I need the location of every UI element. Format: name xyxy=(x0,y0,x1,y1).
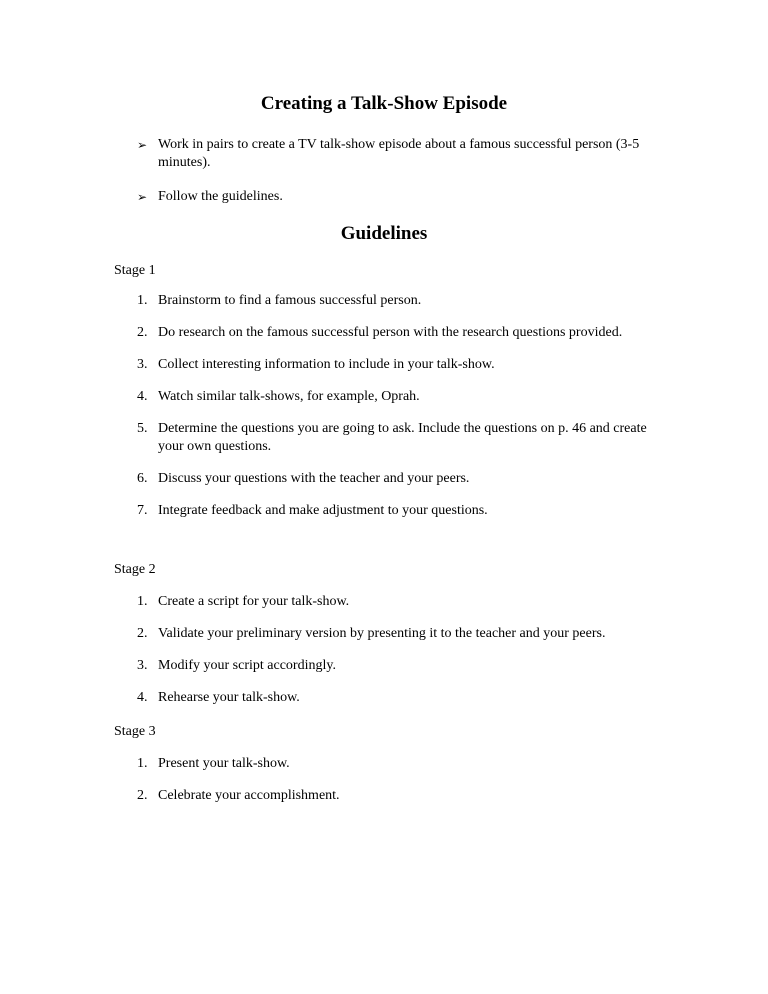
stage-2-list xyxy=(137,593,667,721)
arrow-bullet-icon: ➢ xyxy=(137,138,148,152)
item-text: Integrate feedback and make adjustment to your questions. xyxy=(158,503,488,518)
item-number: 4. xyxy=(137,389,148,404)
bullet-item xyxy=(137,188,667,206)
document-title: Creating a Talk-Show Episode xyxy=(260,93,508,114)
stage-3-label: Stage 3 xyxy=(114,724,156,739)
item-text: Validate your preliminary version by presenting it to the teacher and your peers. xyxy=(158,626,606,641)
stage-2-label: Stage 2 xyxy=(114,562,156,577)
item-number: 2. xyxy=(137,788,148,803)
bullet-text: Work in pairs to create a TV talk-show episode about a famous successful person (3-5 minutes). xyxy=(158,137,640,170)
item-text: Brainstorm to find a famous successful person. xyxy=(158,293,422,308)
item-number: 6. xyxy=(137,471,148,486)
item-number: 5. xyxy=(137,421,148,436)
item-number: 1. xyxy=(137,756,148,771)
list-item xyxy=(137,388,667,406)
item-text: Discuss your questions with the teacher and your peers. xyxy=(158,471,470,486)
item-text: Modify your script accordingly. xyxy=(158,658,336,673)
bullet-text: Follow the guidelines. xyxy=(158,189,283,204)
item-text: Do research on the famous successful person with the research questions provided. xyxy=(158,325,623,340)
list-item xyxy=(137,755,667,773)
item-number: 2. xyxy=(137,325,148,340)
item-text: Create a script for your talk-show. xyxy=(158,594,350,609)
item-number: 4. xyxy=(137,690,148,705)
list-item xyxy=(137,625,667,643)
list-item xyxy=(137,689,667,707)
item-text: Collect interesting information to include in your talk-show. xyxy=(158,357,495,372)
list-item xyxy=(137,502,667,520)
list-item xyxy=(137,470,667,488)
item-number: 3. xyxy=(137,357,148,372)
item-text: Determine the questions you are going to ask. Include the questions on p. 46 and create your own questions. xyxy=(158,421,647,454)
list-item xyxy=(137,657,667,675)
stage-1-label: Stage 1 xyxy=(114,263,156,278)
item-text: Rehearse your talk-show. xyxy=(158,690,300,705)
item-text: Watch similar talk-shows, for example, Oprah. xyxy=(158,389,420,404)
list-item xyxy=(137,787,667,805)
arrow-bullet-icon: ➢ xyxy=(137,190,148,204)
list-item xyxy=(137,356,667,374)
item-number: 7. xyxy=(137,503,148,518)
list-item xyxy=(137,593,667,611)
item-number: 1. xyxy=(137,594,148,609)
stage-1-list xyxy=(137,292,667,534)
guidelines-heading: Guidelines xyxy=(340,223,428,244)
list-item xyxy=(137,324,667,342)
list-item xyxy=(137,420,667,456)
item-number: 2. xyxy=(137,626,148,641)
item-text: Present your talk-show. xyxy=(158,756,290,771)
list-item xyxy=(137,292,667,310)
item-text: Celebrate your accomplishment. xyxy=(158,788,340,803)
item-number: 3. xyxy=(137,658,148,673)
stage-3-list xyxy=(137,755,667,819)
intro-bullet-list xyxy=(137,136,667,222)
bullet-item xyxy=(137,136,667,172)
item-number: 1. xyxy=(137,293,148,308)
